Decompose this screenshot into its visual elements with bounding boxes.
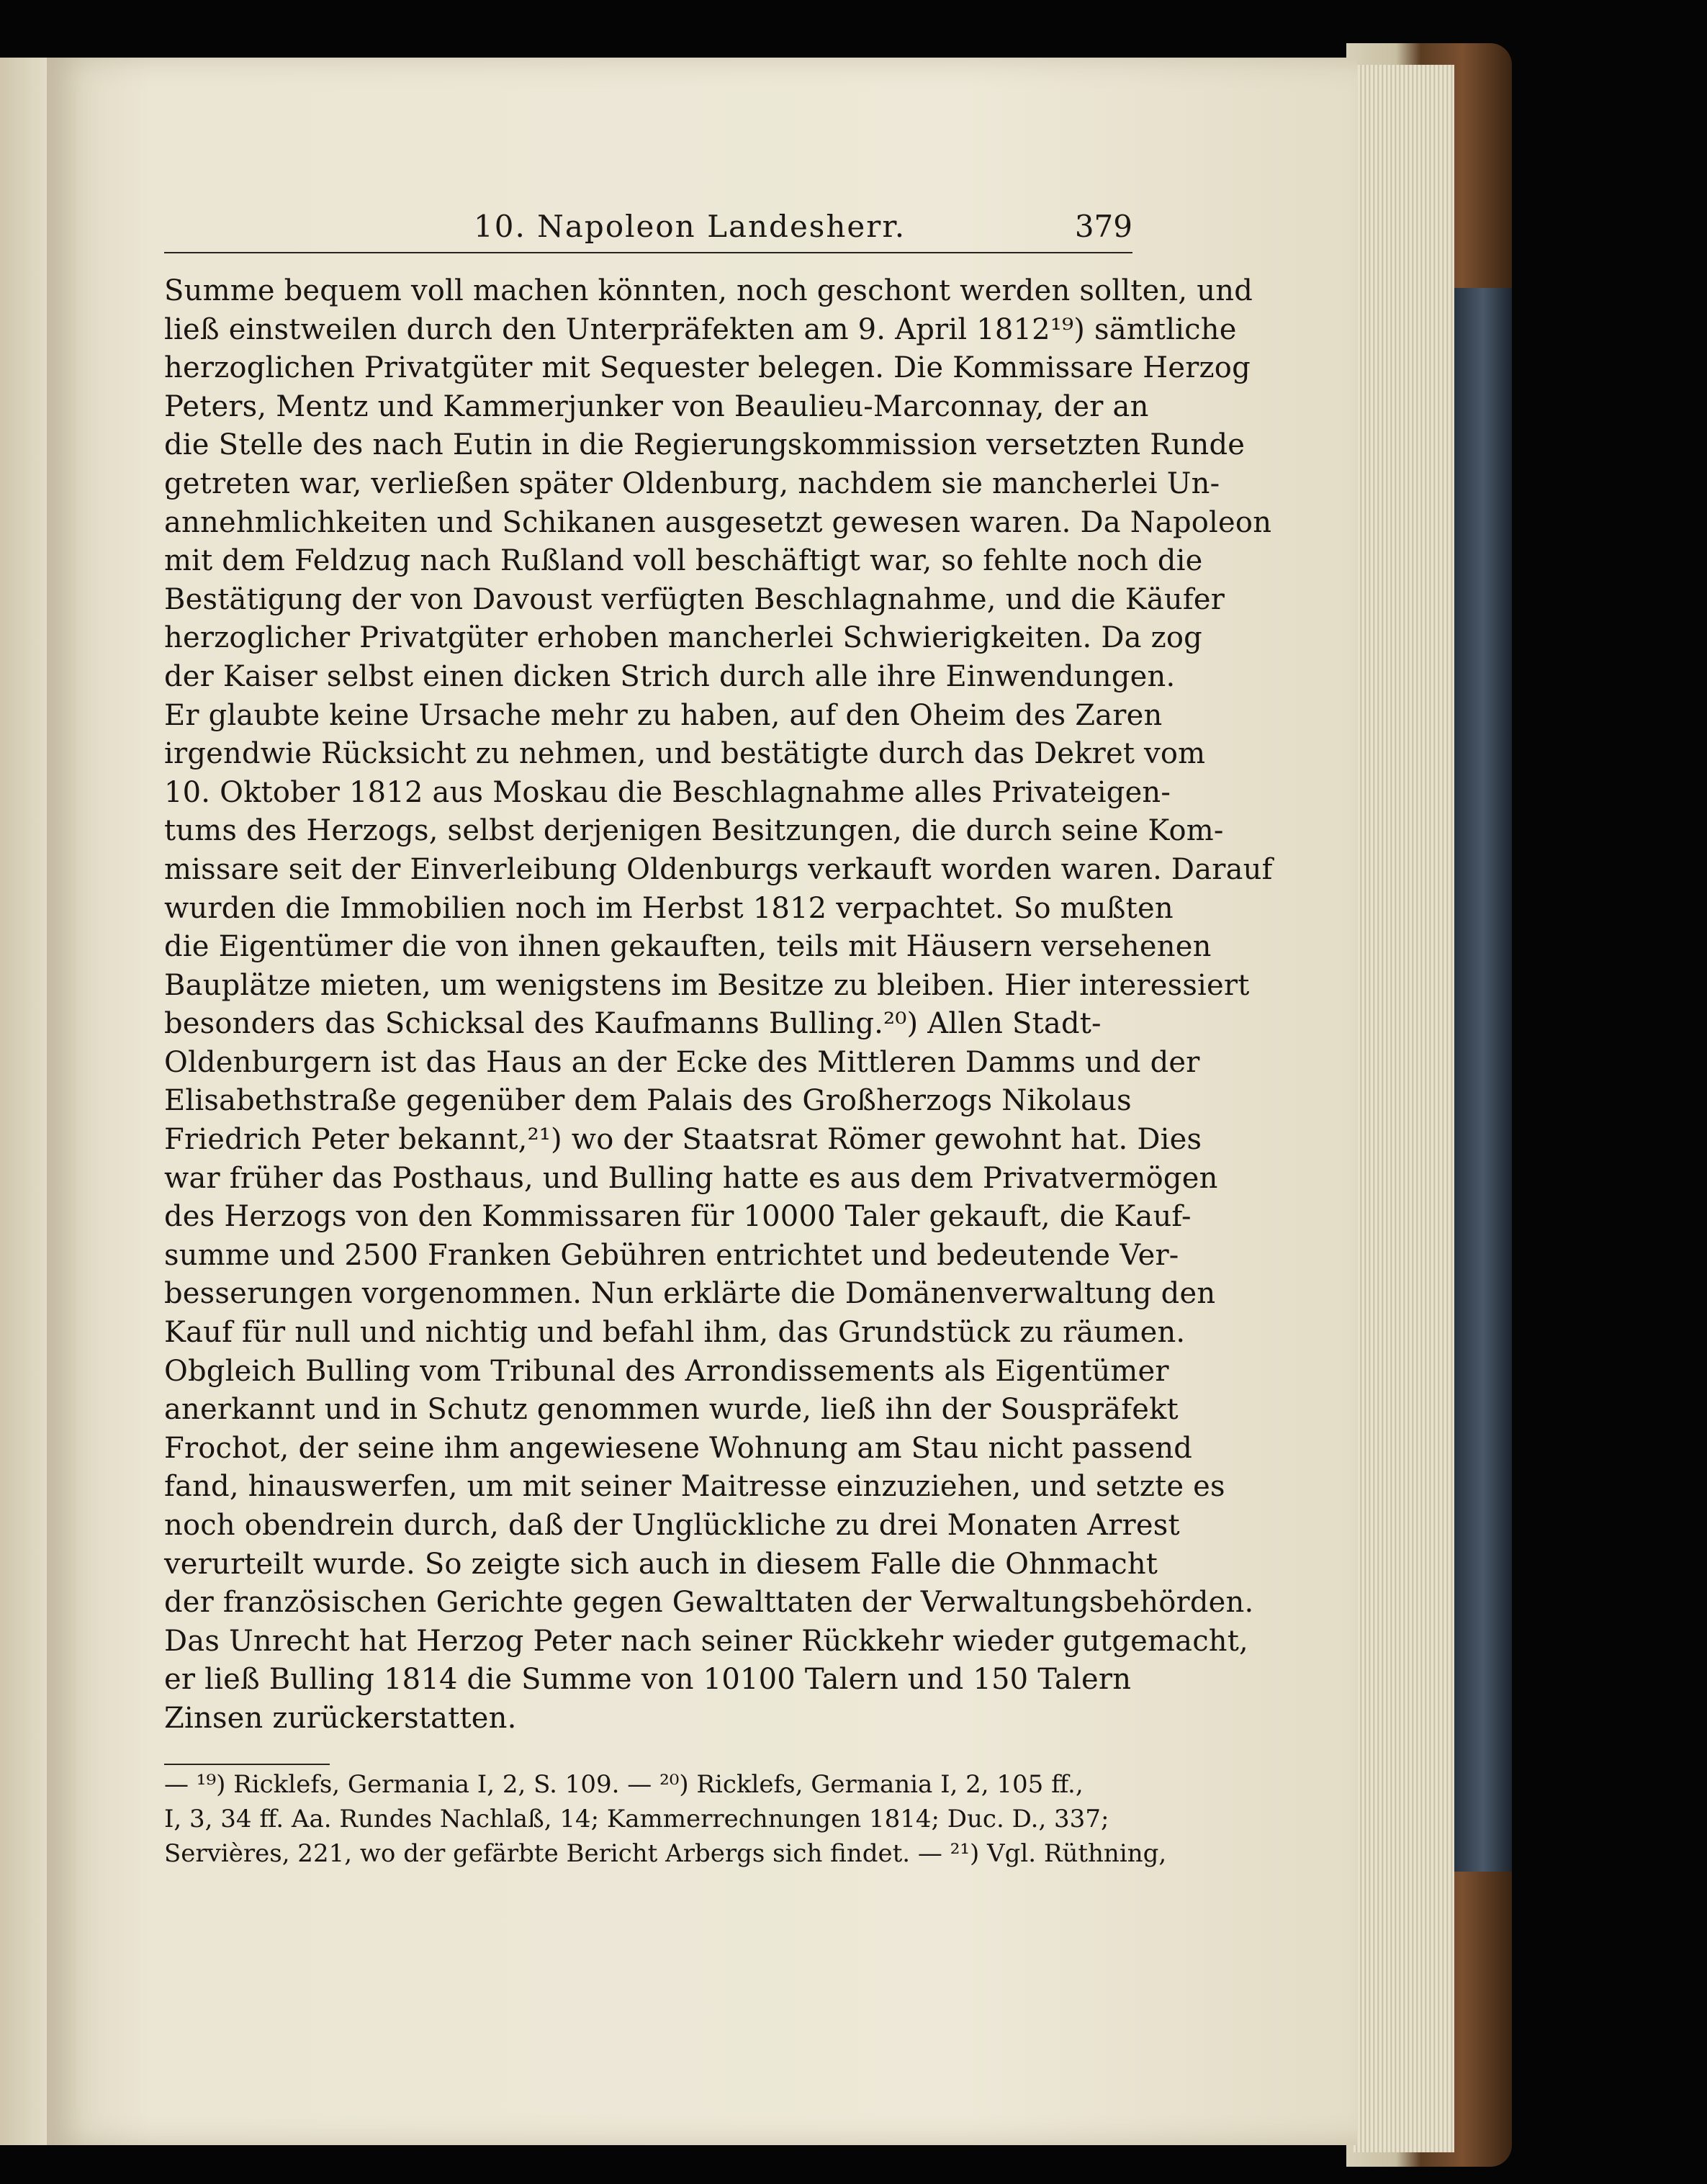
footnote-rule <box>164 1764 330 1765</box>
book-spine <box>1454 288 1512 1872</box>
text-line: Bestätigung der von Davoust verfügten Beschlagnahme, und die Käufer <box>164 582 1225 616</box>
text-line: verurteilt wurde. So zeigte sich auch in diesem Falle die Ohnmacht <box>164 1547 1158 1581</box>
text-line: herzoglicher Privatgüter erhoben mancherlei Schwierigkeiten. Da zog <box>164 621 1202 655</box>
text-line: der Kaiser selbst einen dicken Strich durch alle ihre Einwendungen. <box>164 659 1176 693</box>
text-line: summe und 2500 Franken Gebühren entrichtet und bedeutende Ver- <box>164 1238 1179 1272</box>
text-line: Peters, Mentz und Kammerjunker von Beaulieu-Marconnay, der an <box>164 389 1149 423</box>
text-line: Das Unrecht hat Herzog Peter nach seiner Rückkehr wieder gutgemacht, <box>164 1624 1248 1658</box>
text-line: der französischen Gerichte gegen Gewalttaten der Verwaltungsbehörden. <box>164 1586 1254 1620</box>
text-line: missare seit der Einverleibung Oldenburgs verkauft worden waren. Darauf <box>164 852 1273 886</box>
text-line: Er glaubte keine Ursache mehr zu haben, auf den Oheim des Zaren <box>164 698 1163 732</box>
text-line: anerkannt und in Schutz genommen wurde, ließ ihn der Souspräfekt <box>164 1393 1179 1427</box>
text-line: herzoglichen Privatgüter mit Sequester belegen. Die Kommissare Herzog <box>164 351 1251 385</box>
text-line: war früher das Posthaus, und Bulling hatte es aus dem Privatvermögen <box>164 1161 1218 1195</box>
text-line: ließ einstweilen durch den Unterpräfekten am 9. April 1812¹⁹) sämtliche <box>164 312 1237 346</box>
text-line: Friedrich Peter bekannt,²¹) wo der Staatsrat Römer gewohnt hat. Dies <box>164 1123 1202 1157</box>
text-line: annehmlichkeiten und Schikanen ausgesetzt gewesen waren. Da Napoleon <box>164 505 1272 539</box>
facing-page-edge <box>0 58 47 2145</box>
text-line: tums des Herzogs, selbst derjenigen Besitzungen, die durch seine Kom- <box>164 814 1224 848</box>
text-line: des Herzogs von den Kommissaren für 10000 Taler gekauft, die Kauf- <box>164 1200 1192 1234</box>
footnote-line: — ¹⁹) Ricklefs, Germania I, 2, S. 109. — ²⁰) Ricklefs, Germania I, 2, 105 ff., <box>164 1770 1084 1799</box>
text-line: er ließ Bulling 1814 die Summe von 10100 Talern und 150 Talern <box>164 1663 1132 1697</box>
footnote-line: I, 3, 34 ff. Aa. Rundes Nachlaß, 14; Kammerrechnungen 1814; Duc. D., 337; <box>164 1805 1109 1833</box>
page-number: 379 <box>1074 209 1132 244</box>
body-text <box>164 272 1273 1738</box>
text-line: fand, hinauswerfen, um mit seiner Maitresse einzuziehen, und setzte es <box>164 1470 1225 1504</box>
text-line: noch obendrein durch, daß der Unglückliche zu drei Monaten Arrest <box>164 1509 1180 1542</box>
text-line: Frochot, der seine ihm angewiesene Wohnung am Stau nicht passend <box>164 1431 1193 1465</box>
text-line: wurden die Immobilien noch im Herbst 1812 verpachtet. So mußten <box>164 891 1174 925</box>
text-line: besonders das Schicksal des Kaufmanns Bulling.²⁰) Allen Stadt- <box>164 1007 1102 1041</box>
text-line: Kauf für null und nichtig und befahl ihm, das Grundstück zu räumen. <box>164 1316 1186 1350</box>
running-title: 10. Napoleon Landesherr. <box>474 209 906 244</box>
text-line: irgendwie Rücksicht zu nehmen, und bestätigte durch das Dekret vom <box>164 737 1206 771</box>
text-line: Summe bequem voll machen könnten, noch geschont werden sollten, und <box>164 274 1253 307</box>
text-line: Bauplätze mieten, um wenigstens im Besitze zu bleiben. Hier interessiert <box>164 968 1250 1002</box>
page-stack-edge <box>1354 65 1454 2152</box>
text-line: 10. Oktober 1812 aus Moskau die Beschlagnahme alles Privateigen- <box>164 775 1171 809</box>
text-line: die Stelle des nach Eutin in die Regierungskommission versetzten Runde <box>164 428 1246 462</box>
text-line: Oldenburgern ist das Haus an der Ecke des Mittleren Damms und der <box>164 1045 1200 1079</box>
text-line: die Eigentümer die von ihnen gekauften, teils mit Häusern versehenen <box>164 930 1212 964</box>
footnote-line: Servières, 221, wo der gefärbte Bericht Arbergs sich findet. — ²¹) Vgl. Rüthning, <box>164 1839 1167 1868</box>
footnotes <box>164 1767 1167 1871</box>
text-line: Obgleich Bulling vom Tribunal des Arrondissements als Eigentümer <box>164 1354 1169 1388</box>
text-line: besserungen vorgenommen. Nun erklärte die Domänenverwaltung den <box>164 1277 1216 1311</box>
running-header <box>164 209 1132 253</box>
text-line: Elisabethstraße gegenüber dem Palais des Großherzogs Nikolaus <box>164 1084 1132 1118</box>
text-line: Zinsen zurückerstatten. <box>164 1701 517 1735</box>
text-line: getreten war, verließen später Oldenburg, nachdem sie mancherlei Un- <box>164 466 1220 500</box>
text-line: mit dem Feldzug nach Rußland voll beschäftigt war, so fehlte noch die <box>164 544 1203 578</box>
